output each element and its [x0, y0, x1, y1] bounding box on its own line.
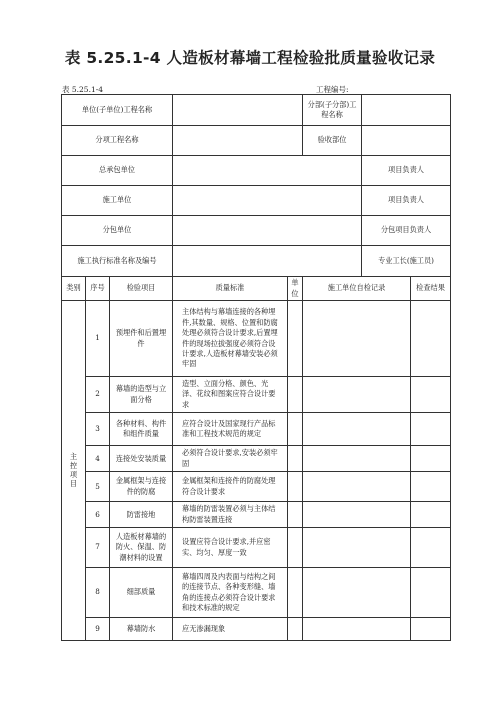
category-main-label: 主控项目: [69, 451, 78, 488]
item-5-unit[interactable]: [288, 472, 303, 502]
col-standard: 质量标准: [173, 277, 288, 301]
item-4-no: 4: [86, 446, 110, 472]
label-subitem-name: 分项工程名称: [62, 126, 173, 156]
item-6-standard: 幕墙的防雷装置必须与主体结构防雷装置连接: [173, 502, 288, 528]
value-subitem-name[interactable]: [173, 126, 303, 156]
item-6-name: 防雷接地: [110, 502, 173, 528]
item-5-name: 金属框架与连接件的防腐: [110, 472, 173, 502]
item-8-no: 8: [86, 568, 110, 618]
table-code: 表 5.25.1-4: [62, 85, 104, 94]
col-result: 检查结果: [411, 277, 451, 301]
item-8-name: 细部质量: [110, 568, 173, 618]
item-6-unit[interactable]: [288, 502, 303, 528]
item-2-no: 2: [86, 377, 110, 413]
item-6-self-check[interactable]: [303, 502, 411, 528]
item-8-self-check[interactable]: [303, 568, 411, 618]
item-3-result[interactable]: [411, 413, 451, 446]
col-item: 检验项目: [110, 277, 173, 301]
value-subcontractor[interactable]: [173, 216, 362, 246]
item-9-no: 9: [86, 618, 110, 641]
item-3-self-check[interactable]: [303, 413, 411, 446]
value-unit-name[interactable]: [173, 95, 303, 126]
item-7-unit[interactable]: [288, 528, 303, 568]
item-2-result[interactable]: [411, 377, 451, 413]
item-4-unit[interactable]: [288, 446, 303, 472]
item-2-unit[interactable]: [288, 377, 303, 413]
value-sub-unit-name[interactable]: [362, 95, 451, 126]
item-1-self-check[interactable]: [303, 301, 411, 377]
label-project-manager-2: 项目负责人: [362, 186, 451, 216]
item-1-result[interactable]: [411, 301, 451, 377]
value-general-contractor[interactable]: [173, 156, 362, 186]
item-2-standard: 造型、立面分格、颜色、光泽、花纹和图案应符合设计要求: [173, 377, 288, 413]
item-8-standard: 幕墙四周及内表面与结构之间的连接节点、各种变形缝、墙角的连接点必须符合设计要求和技术标准的规定: [173, 568, 288, 618]
acceptance-record-table: [61, 94, 451, 641]
item-3-name: 各种材料、构件和组件质量: [110, 413, 173, 446]
item-6-no: 6: [86, 502, 110, 528]
item-2-self-check[interactable]: [303, 377, 411, 413]
col-seq: 序号: [86, 277, 110, 301]
item-3-standard: 应符合设计及国家现行产品标准和工程技术规范的规定: [173, 413, 288, 446]
item-9-standard: 应无渗漏现象: [173, 618, 288, 641]
item-4-name: 连接处安装质量: [110, 446, 173, 472]
label-general-contractor: 总承包单位: [62, 156, 173, 186]
item-5-standard: 金属框架和连接件的防腐处理符合设计要求: [173, 472, 288, 502]
item-4-result[interactable]: [411, 446, 451, 472]
item-5-self-check[interactable]: [303, 472, 411, 502]
col-category: 类别: [62, 277, 86, 301]
label-sub-unit-name: 分部(子分部)工程名称: [303, 95, 362, 126]
label-project-manager: 项目负责人: [362, 156, 451, 186]
value-construction-unit[interactable]: [173, 186, 362, 216]
item-8-result[interactable]: [411, 568, 451, 618]
item-5-result[interactable]: [411, 472, 451, 502]
value-standard-name[interactable]: [173, 246, 362, 277]
label-construction-unit: 施工单位: [62, 186, 173, 216]
item-9-name: 幕墙防水: [110, 618, 173, 641]
item-8-unit[interactable]: [288, 568, 303, 618]
item-7-no: 7: [86, 528, 110, 568]
item-1-unit[interactable]: [288, 301, 303, 377]
item-9-self-check[interactable]: [303, 618, 411, 641]
label-unit-name: 单位(子单位)工程名称: [62, 95, 173, 126]
item-3-no: 3: [86, 413, 110, 446]
item-5-no: 5: [86, 472, 110, 502]
label-sub-project-manager: 分包项目负责人: [362, 216, 451, 246]
item-3-unit[interactable]: [288, 413, 303, 446]
col-self-check: 施工单位自检记录: [303, 277, 411, 301]
label-acceptance-part: 验收部位: [303, 126, 362, 156]
project-no-label: 工程编号:: [316, 85, 349, 94]
item-6-result[interactable]: [411, 502, 451, 528]
item-9-result[interactable]: [411, 618, 451, 641]
item-7-result[interactable]: [411, 528, 451, 568]
page-title: 表 5.25.1-4 人造板材幕墙工程检验批质量验收记录: [64, 49, 436, 67]
label-standard-name: 施工执行标准名称及编号: [62, 246, 173, 277]
label-subcontractor: 分包单位: [62, 216, 173, 246]
item-1-name: 预埋件和后置埋件: [110, 301, 173, 377]
item-4-standard: 必须符合设计要求,安装必须牢固: [173, 446, 288, 472]
label-foreman: 专业工长(施工员): [362, 246, 451, 277]
col-unit: 单位: [288, 277, 303, 301]
category-main-control: [62, 301, 86, 641]
item-4-self-check[interactable]: [303, 446, 411, 472]
value-acceptance-part[interactable]: [362, 126, 451, 156]
item-9-unit[interactable]: [288, 618, 303, 641]
item-7-name: 人造板材幕墙的防火、保温、防潮材料的设置: [110, 528, 173, 568]
item-7-self-check[interactable]: [303, 528, 411, 568]
item-1-no: 1: [86, 301, 110, 377]
item-1-standard: 主体结构与幕墙连接的各种埋件,其数量、规格、位置和防腐处理必须符合设计要求,后置埋件的现场拉拔强度必须符合设计要求,人造板材幕墙安装必须牢固: [173, 301, 288, 377]
item-7-standard: 设置应符合设计要求,并应密实、均匀、厚度一致: [173, 528, 288, 568]
item-2-name: 幕墙的造型与立面分格: [110, 377, 173, 413]
